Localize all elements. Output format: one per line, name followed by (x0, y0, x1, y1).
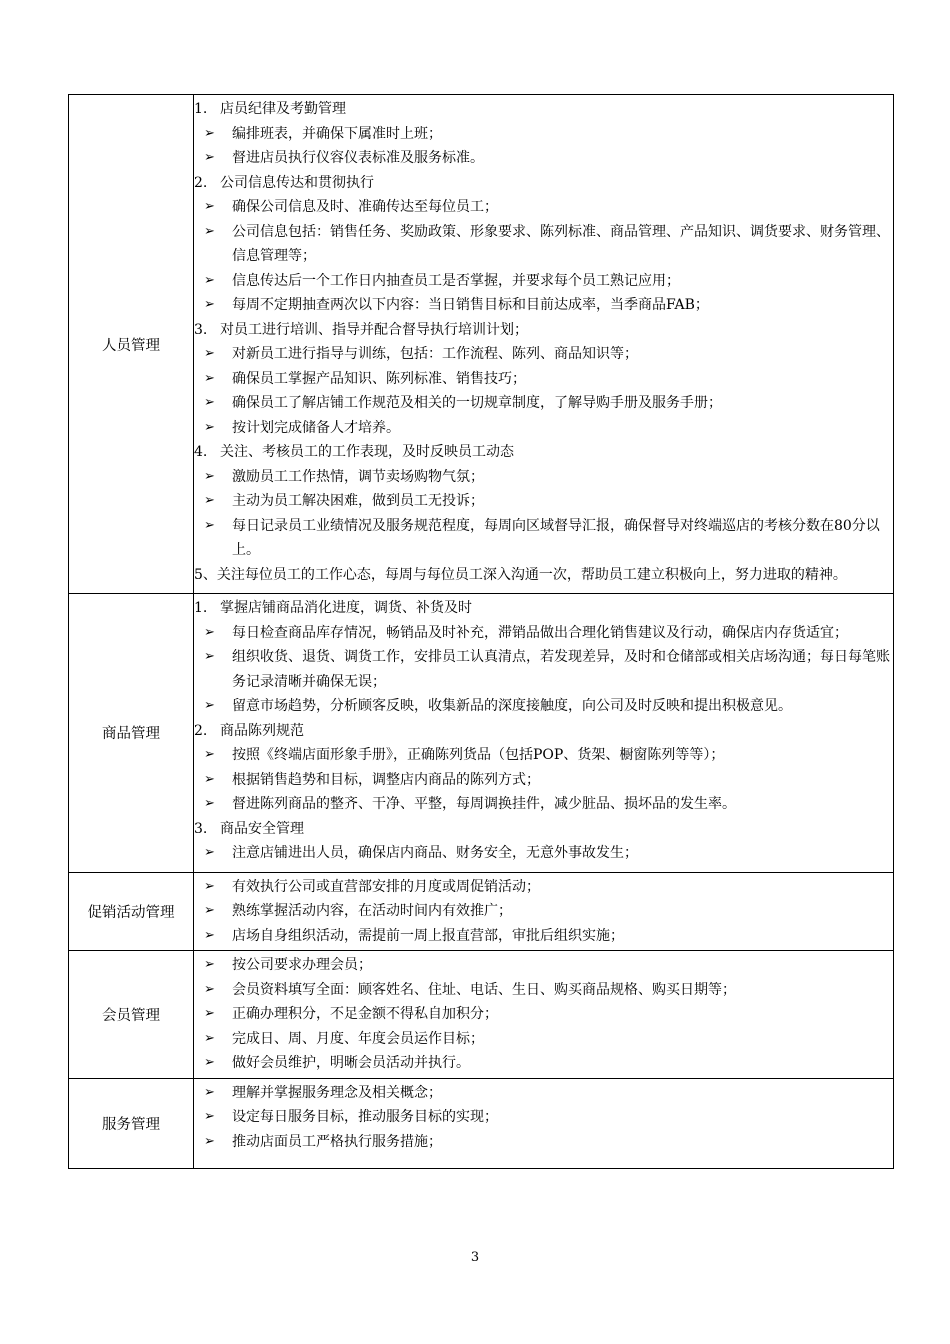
bullet-text: 对新员工进行指导与训练，包括：工作流程、陈列、商品知识等； (232, 346, 638, 362)
bullet-text: 组织收货、退货、调货工作，安排员工认真清点，若发现差异，及时和仓储部或相关店场沟通；每日每笔账务记录清晰并确保无误； (232, 649, 890, 690)
bullet-text: 督进店员执行仪容仪表标准及服务标准。 (232, 150, 484, 166)
bullet-text: 有效执行公司或直营部安排的月度或周促销活动； (232, 878, 540, 895)
arrow-bullet-icon: ➢ (204, 1055, 215, 1070)
bullet-text: 店场自身组织活动，需提前一周上报直营部，审批后组织实施； (232, 927, 624, 944)
bullet-item (194, 1081, 893, 1106)
duty-table-body (69, 95, 894, 1169)
heading-text: 公司信息传达和贯彻执行 (220, 174, 374, 191)
arrow-bullet-icon: ➢ (204, 981, 215, 997)
arrow-bullet-icon: ➢ (204, 747, 215, 762)
arrow-bullet-icon: ➢ (204, 878, 215, 894)
arrow-bullet-icon: ➢ (204, 125, 215, 141)
arrow-bullet-icon: ➢ (204, 493, 215, 508)
section-content (194, 951, 894, 1079)
heading-text: 店员纪律及考勤管理 (220, 101, 346, 117)
bullet-item (194, 978, 893, 1003)
section-category: 服务管理 (69, 1078, 194, 1169)
section-category: 人员管理 (69, 95, 194, 594)
section-content (194, 1078, 894, 1169)
arrow-bullet-icon: ➢ (204, 150, 215, 165)
bullet-text: 正确办理积分，不足金额不得私自加积分； (232, 1006, 498, 1022)
bullet-item (194, 489, 893, 514)
bullet-text: 按照《终端店面形象手册》，正确陈列货品（包括POP、货架、橱窗陈列等等）； (232, 747, 725, 763)
arrow-bullet-icon: ➢ (204, 1109, 215, 1124)
bullet-item (194, 342, 893, 367)
section-row (69, 872, 894, 951)
bullet-item (194, 899, 893, 924)
bullet-text: 留意市场趋势，分析顾客反映，收集新品的深度接触度，向公司及时反映和提出积极意见。 (232, 698, 792, 714)
section-content (194, 872, 894, 951)
bullet-item (194, 293, 893, 318)
section-category: 会员管理 (69, 951, 194, 1079)
item-number: 3. (194, 820, 208, 837)
heading-text: 掌握店铺商品消化进度，调货、补货及时 (220, 600, 472, 616)
bullet-item (194, 621, 893, 646)
bullet-text: 做好会员维护，明晰会员活动并执行。 (232, 1055, 470, 1071)
item-number: 2. (194, 174, 208, 191)
numbered-heading (194, 817, 893, 842)
bullet-item (194, 122, 893, 147)
bullet-item (194, 220, 893, 269)
arrow-bullet-icon: ➢ (204, 199, 215, 214)
section-row (69, 95, 894, 594)
section-row (69, 1078, 894, 1169)
bullet-item (194, 841, 893, 866)
arrow-bullet-icon: ➢ (204, 223, 215, 239)
arrow-bullet-icon: ➢ (204, 903, 215, 918)
heading-text: 商品陈列规范 (220, 722, 304, 739)
bullet-item (194, 1002, 893, 1027)
arrow-bullet-icon: ➢ (204, 649, 215, 664)
arrow-bullet-icon: ➢ (204, 927, 215, 943)
arrow-bullet-icon: ➢ (204, 1030, 215, 1046)
bullet-text: 每日记录员工业绩情况及服务规范程度，每周向区域督导汇报，确保督导对终端巡店的考核分数在80分以上。 (232, 517, 880, 558)
arrow-bullet-icon: ➢ (204, 957, 215, 972)
numbered-heading (194, 97, 893, 122)
bullet-text: 注意店铺进出人员，确保店内商品、财务安全，无意外事故发生； (232, 845, 638, 861)
section-content (194, 594, 894, 873)
duty-table (68, 94, 894, 1169)
heading-text: 对员工进行培训、指导并配合督导执行培训计划； (220, 321, 528, 338)
bullet-text: 根据销售趋势和目标，调整店内商品的陈列方式； (232, 771, 540, 788)
arrow-bullet-icon: ➢ (204, 1006, 215, 1021)
bullet-item (194, 694, 893, 719)
bullet-text: 公司信息包括：销售任务、奖励政策、形象要求、陈列标准、商品管理、产品知识、调货要求、财务管理、信息管理等； (232, 223, 890, 264)
heading-text: 商品安全管理 (220, 820, 304, 837)
bullet-item (194, 792, 893, 817)
section-category: 商品管理 (69, 594, 194, 873)
item-number: 2. (194, 722, 208, 739)
numbered-heading (194, 171, 893, 196)
bullet-text: 熟练掌握活动内容，在活动时间内有效推广； (232, 903, 512, 919)
bullet-text: 确保员工掌握产品知识、陈列标准、销售技巧； (232, 370, 526, 387)
arrow-bullet-icon: ➢ (204, 517, 215, 533)
bullet-item (194, 514, 893, 563)
arrow-bullet-icon: ➢ (204, 624, 215, 640)
bullet-text: 会员资料填写全面：顾客姓名、住址、电话、生日、购买商品规格、购买日期等； (232, 981, 736, 998)
arrow-bullet-icon: ➢ (204, 771, 215, 787)
bullet-item (194, 1051, 893, 1076)
paragraph-text: 5、关注每位员工的工作心态，每周与每位员工深入沟通一次，帮助员工建立积极向上，努力进取的精神。 (194, 566, 847, 583)
bullet-text: 理解并掌握服务理念及相关概念； (232, 1084, 442, 1101)
numbered-heading (194, 440, 893, 465)
arrow-bullet-icon: ➢ (204, 346, 215, 361)
bullet-item (194, 1027, 893, 1052)
bullet-item (194, 924, 893, 949)
paragraph-item (194, 563, 893, 588)
bullet-text: 督进陈列商品的整齐、干净、平整，每周调换挂件，减少脏品、损坏品的发生率。 (232, 796, 736, 812)
arrow-bullet-icon: ➢ (204, 297, 215, 312)
arrow-bullet-icon: ➢ (204, 395, 215, 410)
numbered-heading (194, 719, 893, 744)
bullet-item (194, 416, 893, 441)
bullet-text: 每周不定期抽查两次以下内容：当日销售目标和目前达成率，当季商品FAB； (232, 297, 709, 313)
heading-text: 关注、考核员工的工作表现，及时反映员工动态 (220, 444, 514, 460)
bullet-item (194, 875, 893, 900)
bullet-text: 按公司要求办理会员； (232, 957, 372, 973)
bullet-text: 确保员工了解店铺工作规范及相关的一切规章制度，了解导购手册及服务手册； (232, 395, 722, 411)
bullet-text: 设定每日服务目标，推动服务目标的实现； (232, 1109, 498, 1125)
bullet-item (194, 743, 893, 768)
arrow-bullet-icon: ➢ (204, 272, 215, 288)
bullet-item (194, 367, 893, 392)
bullet-text: 按计划完成储备人才培养。 (232, 419, 400, 436)
numbered-heading (194, 596, 893, 621)
bullet-text: 推动店面员工严格执行服务措施； (232, 1133, 442, 1150)
arrow-bullet-icon: ➢ (204, 419, 215, 435)
item-number: 3. (194, 321, 208, 338)
bullet-item (194, 1130, 893, 1155)
bullet-text: 确保公司信息及时、准确传达至每位员工； (232, 199, 498, 215)
bullet-item (194, 645, 893, 694)
bullet-text: 编排班表，并确保下属准时上班； (232, 125, 442, 142)
bullet-text: 每日检查商品库存情况，畅销品及时补充，滞销品做出合理化销售建议及行动，确保店内存货适宜； (232, 624, 848, 641)
page-number: 3 (470, 1250, 480, 1265)
bullet-text: 信息传达后一个工作日内抽查员工是否掌握，并要求每个员工熟记应用； (232, 272, 680, 289)
bullet-text: 主动为员工解决困难，做到员工无投诉； (232, 493, 484, 509)
section-row (69, 951, 894, 1079)
section-category: 促销活动管理 (69, 872, 194, 951)
item-number: 4. (194, 444, 208, 460)
item-number: 1. (194, 101, 208, 117)
arrow-bullet-icon: ➢ (204, 1133, 215, 1149)
bullet-item (194, 768, 893, 793)
arrow-bullet-icon: ➢ (204, 1084, 215, 1100)
arrow-bullet-icon: ➢ (204, 468, 215, 484)
bullet-text: 激励员工工作热情，调节卖场购物气氛； (232, 468, 484, 485)
bullet-item (194, 146, 893, 171)
bullet-text: 完成日、周、月度、年度会员运作目标； (232, 1030, 484, 1047)
arrow-bullet-icon: ➢ (204, 796, 215, 811)
arrow-bullet-icon: ➢ (204, 370, 215, 386)
bullet-item (194, 269, 893, 294)
arrow-bullet-icon: ➢ (204, 698, 215, 713)
bullet-item (194, 1105, 893, 1130)
numbered-heading (194, 318, 893, 343)
bullet-item (194, 391, 893, 416)
item-number: 1. (194, 600, 208, 616)
bullet-item (194, 953, 893, 978)
bullet-item (194, 465, 893, 490)
arrow-bullet-icon: ➢ (204, 845, 215, 860)
section-content (194, 95, 894, 594)
section-row (69, 594, 894, 873)
bullet-item (194, 195, 893, 220)
